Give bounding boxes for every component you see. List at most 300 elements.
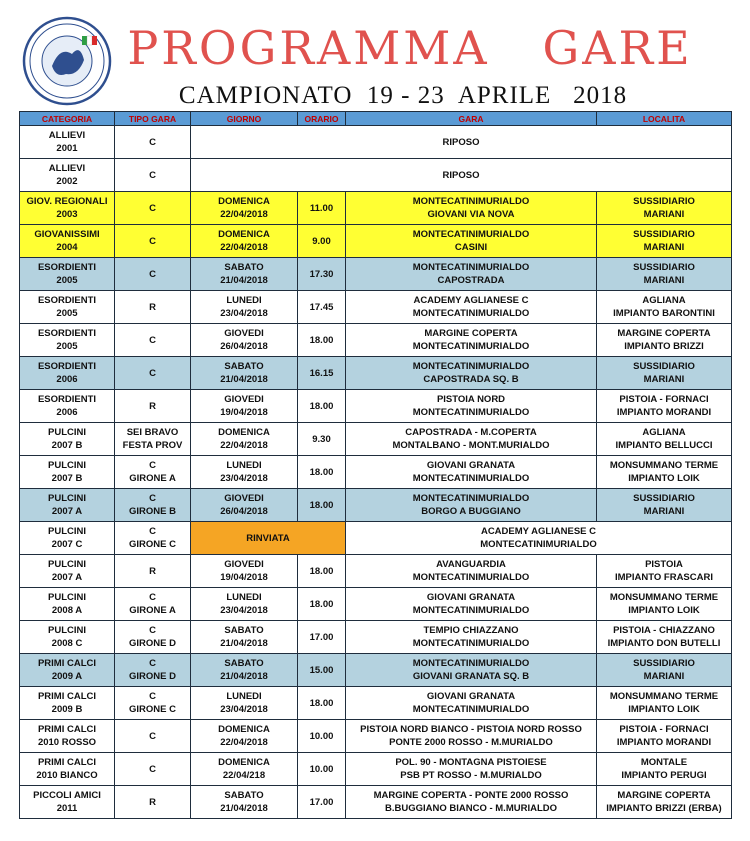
gara-cell-line1: GIOVANI GRANATA [426,460,516,471]
orario-cell: 18.00 [298,390,346,423]
giorno-cell-line1: GIOVEDI [224,328,264,339]
orario-cell: 9.00 [298,225,346,258]
giorno-cell [191,192,298,225]
localita-cell-line1: MONSUMMANO TERME [609,691,719,702]
tipo-gara-cell-line1: SEI BRAVO [126,427,179,438]
gara-cell-line2: MONTECATINIMURIALDO [412,638,530,649]
categoria-cell-line1: ALLIEVI [48,130,86,141]
localita-cell-line2: MARIANI [643,374,685,385]
table-row [20,687,732,720]
gara-cell-line2: MONTECATINIMURIALDO [412,341,530,352]
categoria-cell-line2: 2006 [56,407,78,418]
localita-cell [597,621,732,654]
categoria-cell [20,258,115,291]
localita-cell-line1: SUSSIDIARIO [633,361,695,372]
column-header-orario: ORARIO [298,112,346,126]
tipo-gara-cell [115,588,191,621]
categoria-cell-line1: ESORDIENTI [37,328,97,339]
giorno-cell-line1: LUNEDI [226,295,262,306]
orario-cell: 18.00 [298,324,346,357]
categoria-cell-line2: 2010 ROSSO [37,737,97,748]
tipo-gara-cell-line2: GIRONE D [129,638,176,649]
tipo-gara-cell: C [115,720,191,753]
gara-cell-line1: GIOVANI GRANATA [426,592,516,603]
gara-cell [346,225,597,258]
localita-cell-line2: IMPIANTO BELLUCCI [615,440,713,451]
table-row [20,522,732,555]
table-row [20,291,732,324]
giorno-cell [191,720,298,753]
gara-cell-line1: PISTOIA NORD BIANCO - PISTOIA NORD ROSSO [360,724,582,735]
categoria-cell [20,687,115,720]
categoria-cell [20,456,115,489]
giorno-cell-line2: 22/04/2018 [220,242,268,253]
gara-cell-line1: ACADEMY AGLIANESE C [413,295,529,306]
categoria-cell-line2: 2007 B [51,473,83,484]
giorno-cell-line1: SABATO [224,790,264,801]
tipo-gara-cell-line2: FESTA PROV [122,440,183,451]
localita-cell [597,390,732,423]
schedule-table [19,111,732,819]
giorno-cell-line2: 23/04/2018 [220,605,268,616]
orario-cell: 17.30 [298,258,346,291]
localita-cell-line2: IMPIANTO BRIZZI (ERBA) [606,803,722,814]
localita-cell [597,489,732,522]
categoria-cell-line2: 2011 [56,803,78,814]
localita-cell-line1: MONSUMMANO TERME [609,592,719,603]
categoria-cell-line2: 2008 C [51,638,83,649]
giorno-cell-line1: DOMENICA [218,757,270,768]
tipo-gara-cell [115,621,191,654]
column-header-localita: LOCALITA [597,112,732,126]
column-header-giorno: GIORNO [191,112,298,126]
categoria-cell [20,192,115,225]
categoria-cell-line2: 2003 [56,209,78,220]
categoria-cell-line2: 2001 [56,143,78,154]
giorno-cell-line1: GIOVEDI [224,394,264,405]
giorno-cell [191,357,298,390]
gara-cell-line2: MONTECATINIMURIALDO [412,308,530,319]
categoria-cell-line2: 2007 A [51,572,83,583]
categoria-cell-line1: GIOV. REGIONALI [26,196,108,207]
localita-cell [597,324,732,357]
giorno-cell [191,753,298,786]
categoria-cell [20,423,115,456]
categoria-cell [20,720,115,753]
table-row [20,588,732,621]
rinviata-badge: RINVIATA [191,522,346,555]
giorno-cell-line2: 21/04/2018 [220,275,268,286]
giorno-cell-line2: 22/04/2018 [220,209,268,220]
categoria-cell [20,786,115,819]
giorno-cell [191,786,298,819]
localita-cell [597,588,732,621]
categoria-cell [20,654,115,687]
localita-cell [597,192,732,225]
localita-cell-line1: MONSUMMANO TERME [609,460,719,471]
gara-cell-line1: CAPOSTRADA - M.COPERTA [405,427,537,438]
gara-cell [346,456,597,489]
gara-cell [346,258,597,291]
tipo-gara-cell: C [115,126,191,159]
categoria-cell [20,159,115,192]
localita-cell-line1: PISTOIA - CHIAZZANO [613,625,715,636]
giorno-cell-line1: LUNEDI [226,460,262,471]
gara-cell-line2: B.BUGGIANO BIANCO - M.MURIALDO [384,803,558,814]
giorno-cell-line2: 23/04/2018 [220,473,268,484]
orario-cell: 18.00 [298,588,346,621]
localita-cell-line2: MARIANI [643,671,685,682]
riposo-cell: RIPOSO [191,126,732,159]
categoria-cell-line1: PULCINI [48,526,86,537]
gara-cell [346,489,597,522]
localita-cell [597,753,732,786]
giorno-cell-line2: 21/04/2018 [220,803,268,814]
giorno-cell [191,588,298,621]
gara-cell-line2: MONTECATINIMURIALDO [412,473,530,484]
categoria-cell-line2: 2007 A [51,506,83,517]
gara-cell [346,357,597,390]
table-row [20,126,732,159]
categoria-cell-line2: 2009 A [51,671,83,682]
table-row [20,390,732,423]
tipo-gara-cell-line2: GIRONE A [129,473,176,484]
giorno-cell-line1: SABATO [224,625,264,636]
tipo-gara-cell: R [115,786,191,819]
giorno-cell [191,258,298,291]
gara-cell [346,192,597,225]
tipo-gara-cell: C [115,357,191,390]
gara-cell-line1: GIOVANI GRANATA [426,691,516,702]
categoria-cell-line2: 2005 [56,341,78,352]
localita-cell-line2: IMPIANTO BARONTINI [613,308,715,319]
tipo-gara-cell-line1: C [149,592,156,603]
localita-cell-line1: AGLIANA [642,295,686,306]
gara-cell-line2: BORGO A BUGGIANO [421,506,521,517]
categoria-cell-line1: PRIMI CALCI [37,757,97,768]
riposo-cell: RIPOSO [191,159,732,192]
table-row [20,654,732,687]
table-row [20,159,732,192]
giorno-cell-line1: GIOVEDI [224,559,264,570]
giorno-cell-line1: DOMENICA [218,196,270,207]
giorno-cell [191,555,298,588]
gara-cell [346,522,732,555]
categoria-cell [20,555,115,588]
giorno-cell-line1: DOMENICA [218,427,270,438]
localita-cell-line2: MARIANI [643,242,685,253]
table-row [20,456,732,489]
table-row [20,258,732,291]
giorno-cell [191,687,298,720]
localita-cell-line2: IMPIANTO PERUGI [621,770,707,781]
tipo-gara-cell [115,522,191,555]
gara-cell-line1: MONTECATINIMURIALDO [412,493,530,504]
orario-cell: 18.00 [298,687,346,720]
localita-cell [597,357,732,390]
tipo-gara-cell [115,654,191,687]
orario-cell: 18.00 [298,456,346,489]
categoria-cell-line1: PULCINI [48,592,86,603]
categoria-cell [20,291,115,324]
localita-cell-line2: IMPIANTO BRIZZI [624,341,704,352]
localita-cell-line1: SUSSIDIARIO [633,493,695,504]
table-row [20,192,732,225]
categoria-cell-line2: 2007 B [51,440,83,451]
tipo-gara-cell-line2: GIRONE A [129,605,176,616]
gara-cell-line2: MONTALBANO - MONT.MURIALDO [392,440,550,451]
tipo-gara-cell: C [115,225,191,258]
giorno-cell [191,654,298,687]
giorno-cell-line1: SABATO [224,361,264,372]
page-subtitle: CAMPIONATO 19 - 23 APRILE 2018 [178,82,628,109]
gara-cell-line2: MONTECATINIMURIALDO [480,539,597,550]
categoria-cell-line2: 2008 A [51,605,83,616]
categoria-cell-line1: PRIMI CALCI [37,724,97,735]
tipo-gara-cell-line1: C [149,493,156,504]
categoria-cell-line1: PRIMI CALCI [37,691,97,702]
giorno-cell-line1: DOMENICA [218,229,270,240]
orario-cell: 16.15 [298,357,346,390]
table-row [20,423,732,456]
tipo-gara-cell-line1: C [149,691,156,702]
giorno-cell-line2: 22/04/218 [222,770,266,781]
orario-cell: 11.00 [298,192,346,225]
localita-cell [597,786,732,819]
orario-cell: 18.00 [298,489,346,522]
table-row [20,489,732,522]
tipo-gara-cell: C [115,192,191,225]
categoria-cell-line1: GIOVANISSIMI [34,229,100,240]
gara-cell [346,588,597,621]
gara-cell-line2: PSB PT ROSSO - M.MURIALDO [400,770,542,781]
gara-cell-line2: CAPOSTRADA [437,275,505,286]
gara-cell-line1: MONTECATINIMURIALDO [412,658,530,669]
categoria-cell [20,390,115,423]
tipo-gara-cell [115,489,191,522]
categoria-cell [20,324,115,357]
giorno-cell-line1: LUNEDI [226,691,262,702]
gara-cell-line1: MONTECATINIMURIALDO [412,262,530,273]
gara-cell-line1: AVANGUARDIA [436,559,506,570]
localita-cell-line2: IMPIANTO MORANDI [616,737,712,748]
categoria-cell [20,588,115,621]
localita-cell-line1: PISTOIA - FORNACI [619,724,709,735]
localita-cell-line1: SUSSIDIARIO [633,196,695,207]
gara-cell-line1: ACADEMY AGLIANESE C [480,526,597,537]
giorno-cell-line1: SABATO [224,658,264,669]
gara-cell-line2: MONTECATINIMURIALDO [412,605,530,616]
localita-cell-line1: MONTALE [640,757,688,768]
column-header-tipo-gara: TIPO GARA [115,112,191,126]
gara-cell-line1: MONTECATINIMURIALDO [412,196,530,207]
tipo-gara-cell-line2: GIRONE C [129,704,176,715]
categoria-cell [20,753,115,786]
localita-cell-line2: MARIANI [643,209,685,220]
categoria-cell-line1: PRIMI CALCI [37,658,97,669]
categoria-cell-line2: 2005 [56,275,78,286]
localita-cell-line1: MARGINE COPERTA [617,790,711,801]
categoria-cell-line1: PULCINI [48,460,86,471]
gara-cell-line1: MONTECATINIMURIALDO [412,361,530,372]
column-header-gara: GARA [346,112,597,126]
categoria-cell [20,225,115,258]
tipo-gara-cell-line2: GIRONE D [129,671,176,682]
giorno-cell-line1: DOMENICA [218,724,270,735]
table-header-row [20,112,732,126]
localita-cell-line1: SUSSIDIARIO [633,658,695,669]
categoria-cell-line2: 2010 BIANCO [36,770,98,781]
gara-cell [346,687,597,720]
localita-cell-line1: MARGINE COPERTA [617,328,711,339]
gara-cell-line2: MONTECATINIMURIALDO [412,704,530,715]
localita-cell [597,291,732,324]
giorno-cell-line2: 23/04/2018 [220,308,268,319]
giorno-cell-line2: 19/04/2018 [220,407,268,418]
table-row [20,621,732,654]
gara-cell-line2: PONTE 2000 ROSSO - M.MURIALDO [389,737,553,748]
categoria-cell [20,489,115,522]
giorno-cell [191,390,298,423]
gara-cell-line1: TEMPIO CHIAZZANO [423,625,519,636]
categoria-cell-line2: 2007 C [51,539,83,550]
gara-cell [346,621,597,654]
table-row [20,786,732,819]
orario-cell: 17.00 [298,786,346,819]
tipo-gara-cell: R [115,390,191,423]
localita-cell [597,423,732,456]
giorno-cell-line2: 21/04/2018 [220,638,268,649]
gara-cell [346,390,597,423]
tipo-gara-cell [115,423,191,456]
gara-cell-line1: MONTECATINIMURIALDO [412,229,530,240]
gara-cell-line1: MARGINE COPERTA [424,328,518,339]
localita-cell-line1: PISTOIA - FORNACI [619,394,709,405]
orario-cell: 10.00 [298,720,346,753]
categoria-cell-line2: 2009 B [51,704,83,715]
categoria-cell [20,522,115,555]
giorno-cell-line2: 22/04/2018 [220,737,268,748]
localita-cell-line2: IMPIANTO MORANDI [616,407,712,418]
orario-cell: 17.00 [298,621,346,654]
localita-cell-line2: MARIANI [643,275,685,286]
table-row [20,324,732,357]
giorno-cell [191,225,298,258]
gara-cell-line2: MONTECATINIMURIALDO [412,572,530,583]
localita-cell [597,720,732,753]
localita-cell-line1: SUSSIDIARIO [633,262,695,273]
categoria-cell-line2: 2006 [56,374,78,385]
localita-cell-line2: IMPIANTO LOIK [628,704,700,715]
table-row [20,225,732,258]
schedule-rows [20,126,732,819]
categoria-cell-line1: ESORDIENTI [37,262,97,273]
giorno-cell [191,489,298,522]
gara-cell [346,720,597,753]
giorno-cell-line2: 21/04/2018 [220,374,268,385]
localita-cell-line2: IMPIANTO LOIK [628,605,700,616]
localita-cell-line1: SUSSIDIARIO [633,229,695,240]
giorno-cell-line2: 26/04/2018 [220,341,268,352]
tipo-gara-cell: C [115,753,191,786]
categoria-cell-line2: 2005 [56,308,78,319]
localita-cell [597,456,732,489]
gara-cell [346,423,597,456]
categoria-cell [20,357,115,390]
giorno-cell-line2: 22/04/2018 [220,440,268,451]
localita-cell [597,687,732,720]
localita-cell [597,225,732,258]
localita-cell-line2: IMPIANTO LOIK [628,473,700,484]
gara-cell-line1: POL. 90 - MONTAGNA PISTOIESE [395,757,547,768]
table-row [20,720,732,753]
categoria-cell-line1: PULCINI [48,559,86,570]
categoria-cell-line1: ESORDIENTI [37,361,97,372]
tipo-gara-cell [115,456,191,489]
categoria-cell-line2: 2002 [56,176,78,187]
categoria-cell-line1: PICCOLI AMICI [33,790,101,801]
tipo-gara-cell-line1: C [149,658,156,669]
tipo-gara-cell-line2: GIRONE C [129,539,176,550]
gara-cell [346,786,597,819]
localita-cell [597,555,732,588]
categoria-cell [20,126,115,159]
orario-cell: 17.45 [298,291,346,324]
gara-cell [346,654,597,687]
gara-cell-line2: CAPOSTRADA SQ. B [423,374,519,385]
giorno-cell [191,291,298,324]
giorno-cell-line2: 21/04/2018 [220,671,268,682]
tipo-gara-cell: C [115,159,191,192]
gara-cell-line1: PISTOIA NORD [436,394,506,405]
localita-cell [597,654,732,687]
categoria-cell-line1: PULCINI [48,493,86,504]
orario-cell: 15.00 [298,654,346,687]
localita-cell [597,258,732,291]
gara-cell-line2: CASINI [454,242,488,253]
orario-cell: 9.30 [298,423,346,456]
categoria-cell-line1: PULCINI [48,625,86,636]
giorno-cell-line2: 19/04/2018 [220,572,268,583]
giorno-cell [191,423,298,456]
giorno-cell-line2: 26/04/2018 [220,506,268,517]
gara-cell [346,324,597,357]
giorno-cell [191,324,298,357]
giorno-cell-line2: 23/04/2018 [220,704,268,715]
tipo-gara-cell-line1: C [149,460,156,471]
page-title: PROGRAMMA GARE [127,21,693,75]
gara-cell [346,753,597,786]
tipo-gara-cell-line1: C [149,625,156,636]
categoria-cell-line1: PULCINI [48,427,86,438]
categoria-cell-line1: ESORDIENTI [37,295,97,306]
categoria-cell-line1: ALLIEVI [48,163,86,174]
table-row [20,555,732,588]
giorno-cell-line1: LUNEDI [226,592,262,603]
localita-cell-line2: IMPIANTO FRASCARI [615,572,713,583]
tipo-gara-cell: C [115,324,191,357]
tipo-gara-cell: R [115,291,191,324]
tipo-gara-cell-line1: C [149,526,156,537]
gara-cell [346,555,597,588]
column-header-categoria: CATEGORIA [20,112,115,126]
tipo-gara-cell: C [115,258,191,291]
localita-cell-line2: MARIANI [643,506,685,517]
categoria-cell [20,621,115,654]
giorno-cell-line1: GIOVEDI [224,493,264,504]
localita-cell-line1: PISTOIA [645,559,683,570]
gara-cell-line2: MONTECATINIMURIALDO [412,407,530,418]
